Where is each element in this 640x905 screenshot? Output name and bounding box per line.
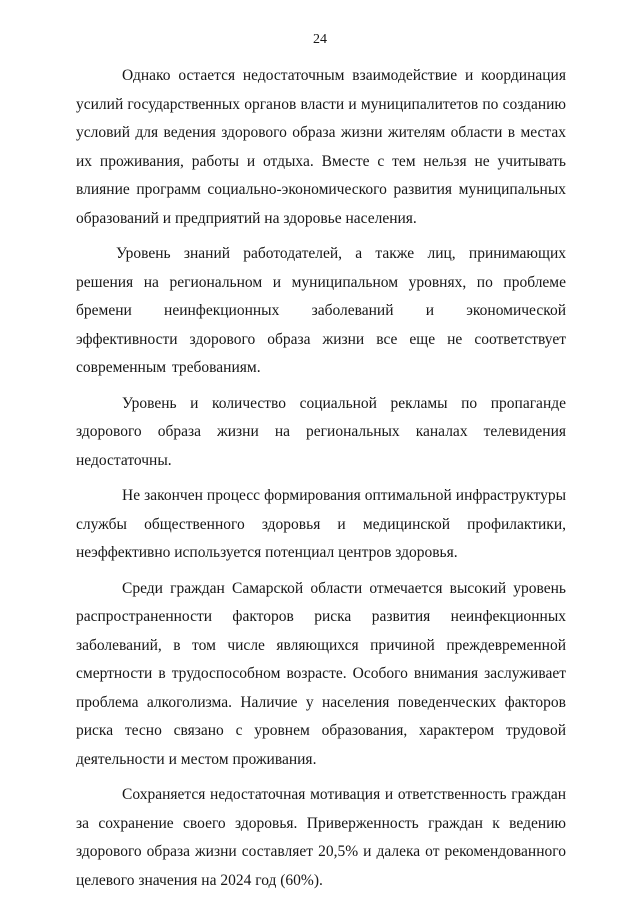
paragraph-knowledge-level: Уровень знаний работодателей, а также лиц, принимающих решения на региональном и муниципальном уровнях, по проблеме бремени неинфекционных заболеваний и экономической эффективности здорового образа жизни все еще не соответствует современным требованиям. [76,245,566,376]
paragraph-risk-factors: Среди граждан Самарской области отмечается высокий уровень распространенности факторов риска развития неинфекционных заболеваний, в том числе являющихся причиной преждевременной смертности в трудоспособном возрасте. Особого внимания заслуживает проблема алкоголизма. Наличие у населения поведенческих факторов риска тесно связано с уровнем образования, характером трудовой деятельности и местом проживания. [76,579,566,768]
paragraph-social-advertising: Уровень и количество социальной рекламы по пропаганде здорового образа жизни на региональных каналах телевидения недостаточны. [76,394,566,469]
paragraph-motivation: Сохраняется недостаточная мотивация и ответственность граждан за сохранение своего здоровья. Приверженность граждан к ведению здорового образа жизни составляет 20,5% и далека от рекомендованного целевого значения на 2024 год (60%). [76,786,566,889]
paragraph-interaction-coordination: Однако остается недостаточным взаимодействие и координация усилий государственных органов власти и муниципалитетов по созданию условий для ведения здорового образа жизни жителям области в местах их проживания, работы и отдыха. Вместе с тем нельзя не учитывать влияние программ социально-экономического развития муниципальных образований и предприятий на здоровье населения. [76,67,566,227]
document-body [76,62,566,895]
paragraph-infrastructure: Не закончен процесс формирования оптимальной инфраструктуры службы общественного здоровья и медицинской профилактики, неэффективно используется потенциал центров здоровья. [76,487,566,561]
page-number: 24 [313,32,327,47]
